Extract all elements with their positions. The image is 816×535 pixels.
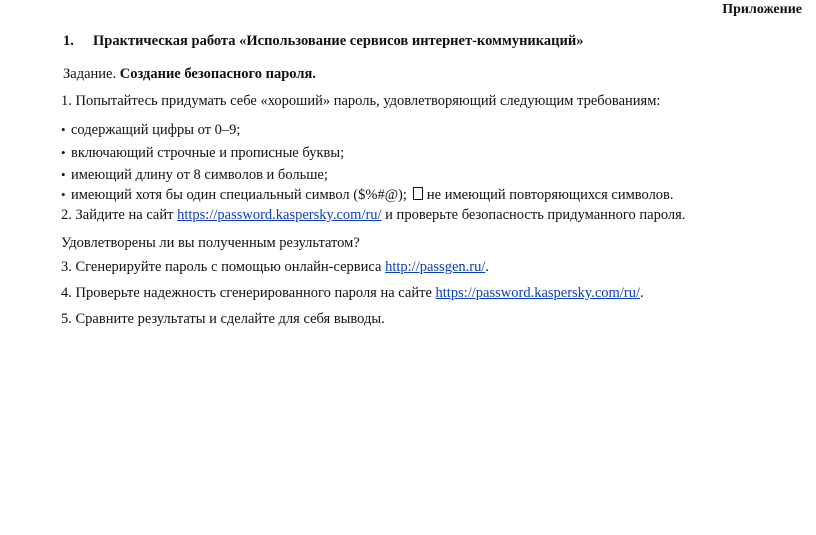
bullet-marker: • xyxy=(61,187,66,202)
bullet-marker: • xyxy=(61,122,66,137)
step-1: 1. Попытайтесь придумать себе «хороший» пароль, удовлетворяющий следующим требованиям: xyxy=(61,93,661,109)
task-prefix: Задание. xyxy=(63,66,117,82)
requirement-item xyxy=(61,187,674,204)
step-3 xyxy=(61,259,489,276)
step-4-prefix: 4. Проверьте надежность сгенерированного пароля на сайте xyxy=(61,285,432,301)
section-title: Практическая работа «Использование сервисов интернет-коммуникаций» xyxy=(93,33,584,49)
requirement-text: содержащий цифры от 0–9; xyxy=(71,122,241,138)
bullet-marker: • xyxy=(61,145,66,160)
missing-glyph-box-icon xyxy=(413,187,423,200)
step-3-prefix: 3. Сгенерируйте пароль с помощью онлайн-сервиса xyxy=(61,259,382,275)
task-line xyxy=(63,66,316,83)
step-4 xyxy=(61,285,644,302)
step-4-suffix: . xyxy=(639,285,644,301)
requirement-item xyxy=(61,122,240,139)
bullet-marker: • xyxy=(61,167,66,182)
step-3-suffix: . xyxy=(485,259,489,275)
requirement-item xyxy=(61,167,328,184)
requirement-text: имеющий хотя бы один специальный символ ($%#@); xyxy=(71,187,407,203)
requirement-text: имеющий длину от 8 символов и больше; xyxy=(71,167,328,183)
step-5: 5. Сравните результаты и сделайте для себя выводы. xyxy=(61,311,385,327)
kaspersky-link[interactable]: https://password.kaspersky.com/ru/ xyxy=(177,207,382,223)
requirement-item xyxy=(61,145,344,162)
section-heading xyxy=(63,33,583,50)
step-2-suffix: и проверьте безопасность придуманного пароля. xyxy=(381,207,686,223)
step-2-prefix: 2. Зайдите на сайт xyxy=(61,207,174,223)
appendix-label: Приложение xyxy=(722,2,802,17)
task-title: Создание безопасного пароля. xyxy=(119,66,316,82)
requirement-text: включающий строчные и прописные буквы; xyxy=(71,145,345,161)
requirement-text-tail: не имеющий повторяющихся символов. xyxy=(426,187,674,203)
step-2 xyxy=(61,207,685,224)
question-line: Удовлетворены ли вы полученным результатом? xyxy=(61,235,360,251)
section-number: 1. xyxy=(63,33,74,49)
passgen-link[interactable]: http://passgen.ru/ xyxy=(385,259,486,275)
kaspersky-link-2[interactable]: https://password.kaspersky.com/ru/ xyxy=(435,285,640,301)
